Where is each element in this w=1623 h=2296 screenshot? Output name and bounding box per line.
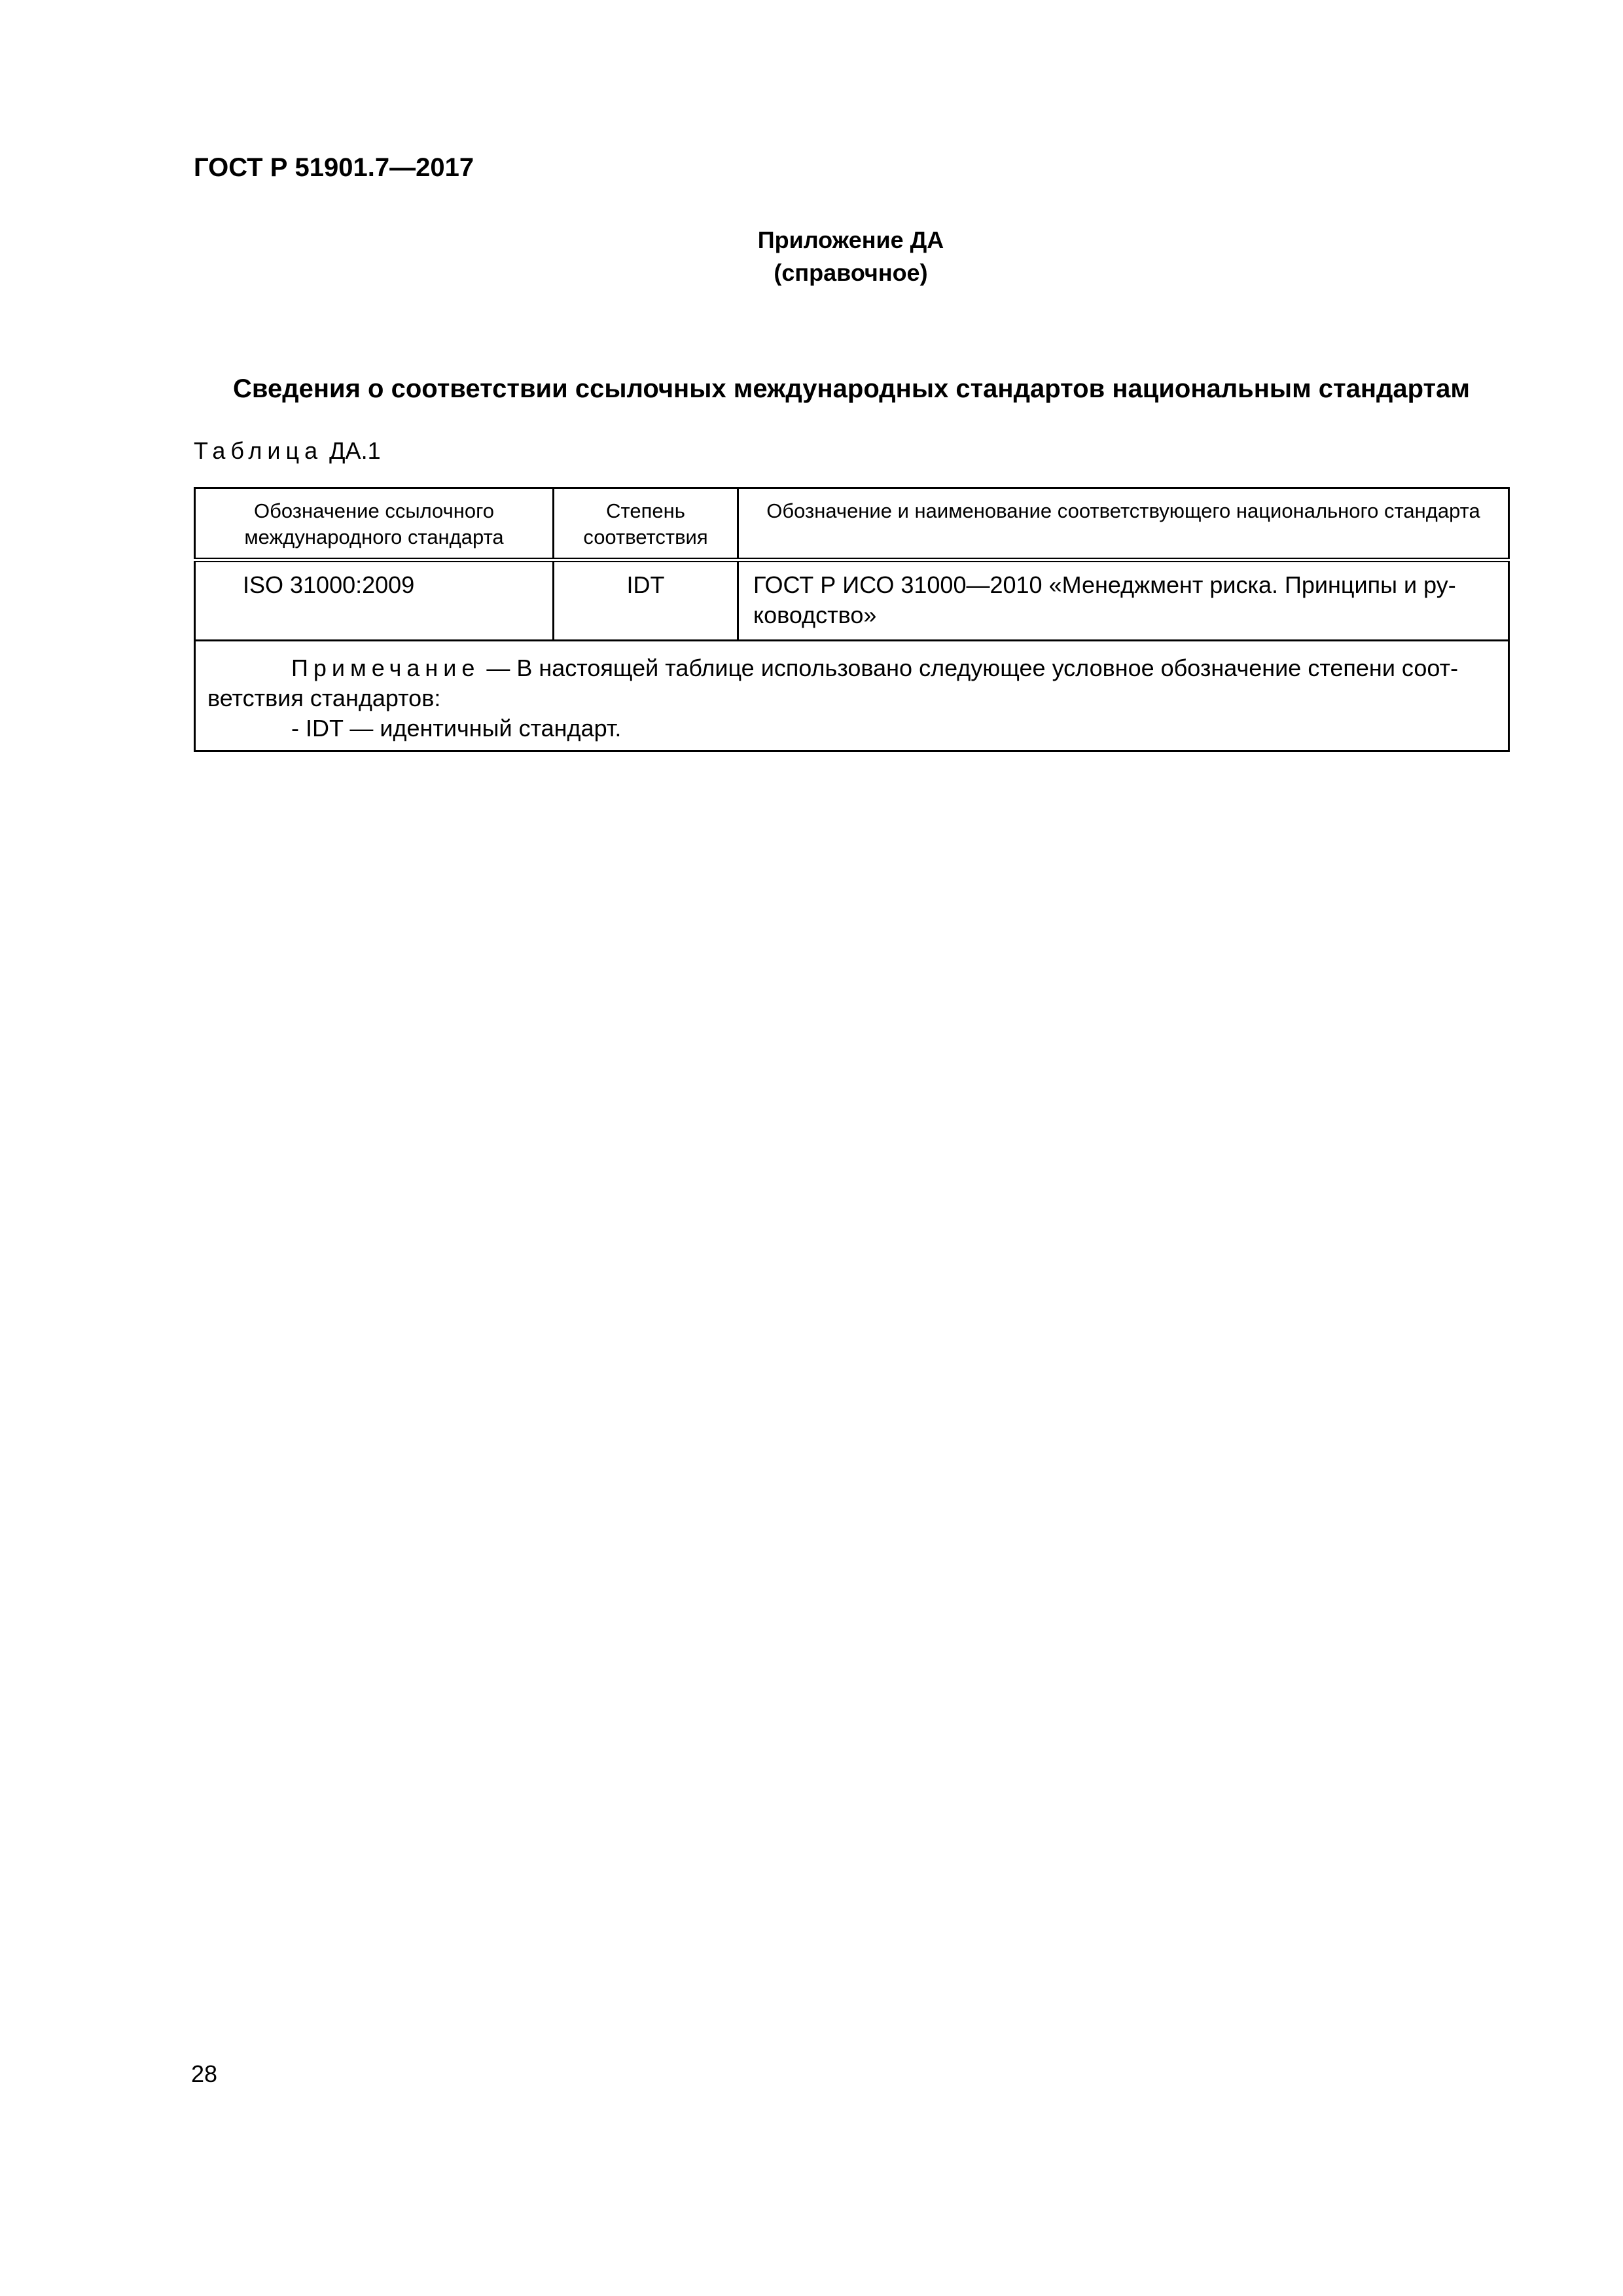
page-number: 28 xyxy=(191,2060,218,2087)
section-title: Сведения о соответствии ссылочных международных стандартов национальным стандартам xyxy=(233,374,1470,403)
annex-kind: (справочное) xyxy=(774,259,928,286)
table-caption xyxy=(194,435,381,467)
table-caption-label: Таблица xyxy=(194,437,323,464)
note-label: Примечание xyxy=(291,655,480,681)
cell-degree: IDT xyxy=(554,560,738,641)
annex-title: Приложение ДА xyxy=(757,226,944,253)
document-code: ГОСТ Р 51901.7—2017 xyxy=(194,153,474,182)
table-header-row xyxy=(195,488,1509,560)
table-note xyxy=(195,641,1509,751)
column-header-degree: Степень соответствия xyxy=(554,488,738,560)
cell-ref-standard: ISO 31000:2009 xyxy=(195,560,554,641)
table-row xyxy=(195,560,1509,641)
standards-table xyxy=(194,487,1510,752)
note-item: - IDT — идентичный стандарт. xyxy=(291,715,622,742)
cell-national-standard: ГОСТ Р ИСО 31000—2010 «Менеджмент риска. Принципы и ру-ководство» xyxy=(738,560,1509,641)
note-text: — В настоящей таблице использовано следующее условное обозначение степени соот-ветствия стандартов: xyxy=(207,655,1459,711)
table-caption-number: ДА.1 xyxy=(329,437,381,464)
column-header-ref-standard: Обозначение ссылочного международного стандарта xyxy=(195,488,554,560)
column-header-national-standard: Обозначение и наименование соответствующего национального стандарта xyxy=(738,488,1509,560)
note-text-line xyxy=(207,653,1496,713)
table-note-row xyxy=(195,641,1509,751)
